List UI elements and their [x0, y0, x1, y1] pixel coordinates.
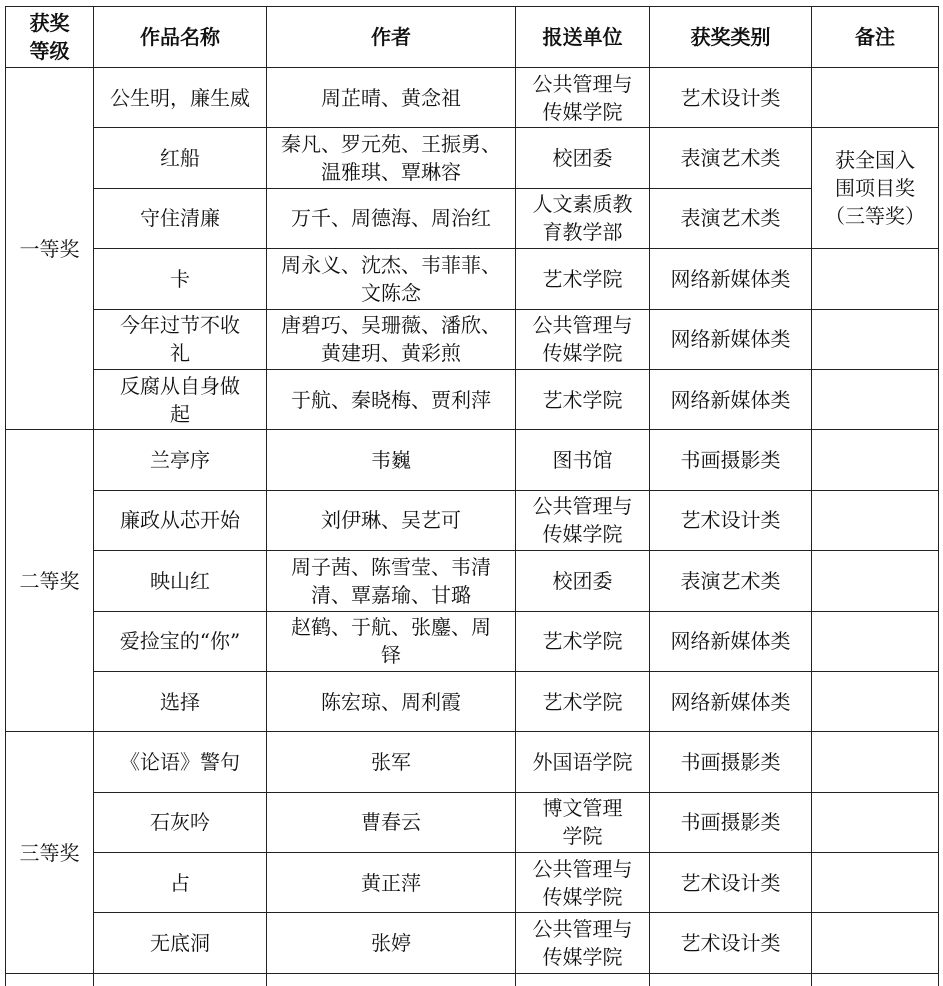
award-level-cell: 一等奖 [6, 68, 94, 430]
author-cell: 周子茜、陈雪莹、韦清 清、覃嘉瑜、甘璐 [267, 551, 516, 611]
author-cell: 赵鹤、于航、张鏖、周 铎 [267, 611, 516, 671]
category-cell: 艺术设计类 [650, 913, 812, 973]
note-cell [812, 611, 939, 671]
table-row [6, 309, 939, 369]
category-cell: 艺术设计类 [650, 490, 812, 550]
category-cell: 表演艺术类 [650, 551, 812, 611]
note-cell [812, 369, 939, 429]
header-level: 获奖 等级 [6, 7, 94, 68]
author-cell: 曹春云 [267, 792, 516, 852]
category-cell: 网络新媒体类 [650, 369, 812, 429]
work-cell: 占 [94, 853, 267, 913]
unit-cell: 公共管理与 传媒学院 [516, 913, 650, 973]
unit-cell: 外国语学院 [516, 732, 650, 792]
header-author: 作者 [267, 7, 516, 68]
category-cell: 艺术设计类 [650, 853, 812, 913]
awards-table [5, 6, 939, 986]
work-cell: 映山红 [94, 551, 267, 611]
author-cell: 周永义、沈杰、韦菲菲、 文陈念 [267, 249, 516, 309]
note-cell [812, 913, 939, 973]
work-cell: 红船 [94, 128, 267, 188]
work-cell: 公生明，廉生威 [94, 68, 267, 128]
note-cell [812, 490, 939, 550]
unit-cell: 艺术学院 [516, 249, 650, 309]
award-level-cell: 三等奖 [6, 732, 94, 974]
author-cell: 韦巍 [267, 430, 516, 490]
note-cell [812, 792, 939, 852]
unit-cell: 公共管理与 传媒学院 [516, 853, 650, 913]
header-unit: 报送单位 [516, 7, 650, 68]
category-cell: 书画摄影类 [650, 430, 812, 490]
work-cell: 廉政从芯开始 [94, 490, 267, 550]
note-cell [812, 249, 939, 309]
unit-cell: 艺术学院 [516, 611, 650, 671]
table-row [6, 490, 939, 550]
header-category: 获奖类别 [650, 7, 812, 68]
author-cell: 张军 [267, 732, 516, 792]
category-cell: 网络新媒体类 [650, 671, 812, 731]
author-cell: 万千、周德海、周治红 [267, 188, 516, 248]
category-cell: 网络新媒体类 [650, 249, 812, 309]
work-cell: 《论语》警句 [94, 732, 267, 792]
author-cell: 唐碧巧、吴珊薇、潘欣、 黄建玥、黄彩煎 [267, 309, 516, 369]
note-cell [812, 309, 939, 369]
table-row [6, 188, 939, 248]
table-row [6, 249, 939, 309]
unit-cell: 艺术学院 [516, 671, 650, 731]
work-cell: 兰亭序 [94, 430, 267, 490]
table-row [6, 732, 939, 792]
work-cell: 今年过节不收 礼 [94, 309, 267, 369]
table-row [6, 369, 939, 429]
unit-cell: 校团委 [516, 551, 650, 611]
author-cell: 周芷晴、黄念祖 [267, 68, 516, 128]
unit-cell: 艺术学院 [516, 369, 650, 429]
category-cell: 表演艺术类 [650, 188, 812, 248]
note-cell [812, 671, 939, 731]
table-row [6, 671, 939, 731]
table-row [6, 792, 939, 852]
category-cell: 书画摄影类 [650, 732, 812, 792]
category-cell: 网络新媒体类 [650, 309, 812, 369]
note-cell [812, 732, 939, 792]
author-cell: 秦凡、罗元苑、王振勇、 温雅琪、覃琳容 [267, 128, 516, 188]
note-cell [812, 853, 939, 913]
table-row [6, 128, 939, 188]
work-cell: 反腐从自身做 起 [94, 369, 267, 429]
author-cell: 陈宏琼、周利霞 [267, 671, 516, 731]
unit-cell: 公共管理与 传媒学院 [516, 68, 650, 128]
author-cell: 张婷 [267, 913, 516, 973]
table-row [6, 853, 939, 913]
author-cell: 于航、秦晓梅、贾利萍 [267, 369, 516, 429]
note-cell [812, 68, 939, 128]
category-cell: 表演艺术类 [650, 128, 812, 188]
unit-cell: 公共管理与 传媒学院 [516, 490, 650, 550]
work-cell: 爱捡宝的“你” [94, 611, 267, 671]
header-note: 备注 [812, 7, 939, 68]
note-cell [812, 430, 939, 490]
author-cell: 刘伊琳、吴艺可 [267, 490, 516, 550]
award-level-cell: 二等奖 [6, 430, 94, 732]
work-cell: 石灰吟 [94, 792, 267, 852]
work-cell: 守住清廉 [94, 188, 267, 248]
note-cell [812, 551, 939, 611]
table-header [6, 7, 939, 68]
header-work: 作品名称 [94, 7, 267, 68]
table-row [6, 551, 939, 611]
unit-cell: 公共管理与 传媒学院 [516, 309, 650, 369]
unit-cell: 人文素质教 育教学部 [516, 188, 650, 248]
category-cell: 书画摄影类 [650, 792, 812, 852]
unit-cell: 校团委 [516, 128, 650, 188]
table-row [6, 430, 939, 490]
note-cell: 获全国入 围项目奖 （三等奖） [812, 128, 939, 249]
unit-cell: 博文管理 学院 [516, 792, 650, 852]
table-row [6, 913, 939, 973]
work-cell: 无底洞 [94, 913, 267, 973]
work-cell: 卡 [94, 249, 267, 309]
author-cell: 黄正萍 [267, 853, 516, 913]
table-row [6, 611, 939, 671]
work-cell: 选择 [94, 671, 267, 731]
category-cell: 艺术设计类 [650, 68, 812, 128]
unit-cell: 图书馆 [516, 430, 650, 490]
category-cell: 网络新媒体类 [650, 611, 812, 671]
table-row [6, 68, 939, 128]
